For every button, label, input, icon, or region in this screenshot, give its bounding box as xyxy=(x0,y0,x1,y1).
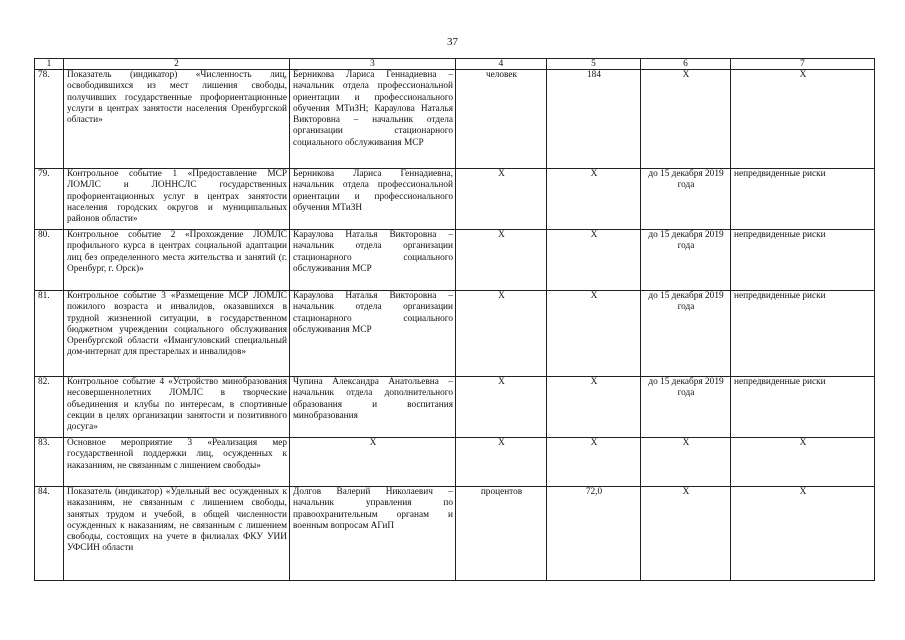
row-value: Х xyxy=(547,438,641,487)
row-responsible: Долгов Валерий Николаевич – начальник управления по правоохранительным органам и военным вопросам АГиП xyxy=(290,487,456,581)
row-deadline: до 15 декабря 2019 года xyxy=(641,230,731,291)
row-value: 184 xyxy=(547,70,641,169)
row-value: Х xyxy=(547,377,641,438)
row-deadline: до 15 декабря 2019 года xyxy=(641,377,731,438)
row-deadline: до 15 декабря 2019 года xyxy=(641,291,731,377)
table-row xyxy=(35,487,875,581)
row-deadline: Х xyxy=(641,487,731,581)
row-deadline: Х xyxy=(641,438,731,487)
row-risks: Х xyxy=(731,438,875,487)
row-description: Контрольное событие 2 «Прохождение ЛОМЛС профильного курса в центрах социальной адаптации лиц без определенного места жительства и занятий (г. Оренбург, г. Орск)» xyxy=(64,230,290,291)
row-value: Х xyxy=(547,169,641,230)
row-number: 79. xyxy=(35,169,64,230)
row-value: Х xyxy=(547,230,641,291)
column-number: 6 xyxy=(641,59,731,70)
row-unit: процентов xyxy=(456,487,547,581)
row-unit: Х xyxy=(456,438,547,487)
column-number: 1 xyxy=(35,59,64,70)
row-deadline: до 15 декабря 2019 года xyxy=(641,169,731,230)
row-risks: Х xyxy=(731,487,875,581)
column-number: 3 xyxy=(290,59,456,70)
table-row xyxy=(35,169,875,230)
row-responsible: Берникова Лариса Геннадиевна – начальник отдела профессиональной ориентации и профессионального обучения МТиЗН; Караулова Наталья Викторовна – начальник отдела организации стационарного социального обслуживания МСР xyxy=(290,70,456,169)
row-risks: непредвиденные риски xyxy=(731,291,875,377)
table-row xyxy=(35,438,875,487)
row-unit: Х xyxy=(456,169,547,230)
row-number: 81. xyxy=(35,291,64,377)
column-number: 5 xyxy=(547,59,641,70)
row-unit: человек xyxy=(456,70,547,169)
row-number: 82. xyxy=(35,377,64,438)
row-number: 84. xyxy=(35,487,64,581)
table-row xyxy=(35,70,875,169)
row-risks: непредвиденные риски xyxy=(731,377,875,438)
row-description: Контрольное событие 4 «Устройство минобразования несовершеннолетних ЛОМЛС в творческие объединения и клубы по интересам, в спортивные секции в целях организации занятости и позитивного досуга» xyxy=(64,377,290,438)
row-description: Контрольное событие 3 «Размещение МСР ЛОМЛС пожилого возраста и инвалидов, оказавшихся в трудной жизненной ситуации, в государственном бюджетном учреждении социального обслуживания Оренбургской области «Имангуловский специальный дом-интернат для престарелых и инвалидов» xyxy=(64,291,290,377)
row-deadline: Х xyxy=(641,70,731,169)
column-number: 7 xyxy=(731,59,875,70)
column-number: 2 xyxy=(64,59,290,70)
row-value: Х xyxy=(547,291,641,377)
row-unit: Х xyxy=(456,291,547,377)
row-responsible: Чупина Александра Анатольевна – начальник отдела дополнительного образования и воспитания минобразования xyxy=(290,377,456,438)
row-responsible: Караулова Наталья Викторовна – начальник отдела организации стационарного социального обслуживания МСР xyxy=(290,230,456,291)
row-unit: Х xyxy=(456,230,547,291)
row-risks: непредвиденные риски xyxy=(731,230,875,291)
row-number: 83. xyxy=(35,438,64,487)
table-row xyxy=(35,377,875,438)
column-number: 4 xyxy=(456,59,547,70)
row-risks: Х xyxy=(731,70,875,169)
page-number: 37 xyxy=(447,36,458,48)
table-row xyxy=(35,230,875,291)
row-responsible: Берникова Лариса Геннадиевна, начальник отдела профессиональной ориентации и профессионального обучения МТиЗН xyxy=(290,169,456,230)
row-description: Показатель (индикатор) «Численность лиц, освободившихся из мест лишения свободы, получивших государственные профориентационные услуги в центрах занятости населения Оренбургской области» xyxy=(64,70,290,169)
row-number: 78. xyxy=(35,70,64,169)
row-value: 72,0 xyxy=(547,487,641,581)
row-number: 80. xyxy=(35,230,64,291)
row-risks: непредвиденные риски xyxy=(731,169,875,230)
row-responsible: Х xyxy=(290,438,456,487)
row-unit: Х xyxy=(456,377,547,438)
row-description: Контрольное событие 1 «Предоставление МСР ЛОМЛС и ЛОННСЛС государственных профориентационных услуг в центрах занятости населения городских округов и муниципальных районов области» xyxy=(64,169,290,230)
column-number-row xyxy=(35,59,875,70)
measures-table xyxy=(34,58,875,581)
row-description: Показатель (индикатор) «Удельный вес осужденных к наказаниям, не связанным с лишением свободы, занятых трудом и учебой, в общей численности осужденных к наказаниям, не связанным с лишением свободы, состоящих на учете в филиалах ФКУ УИИ УФСИН области xyxy=(64,487,290,581)
row-responsible: Караулова Наталья Викторовна – начальник отдела организации стационарного социального обслуживания МСР xyxy=(290,291,456,377)
row-description: Основное мероприятие 3 «Реализация мер государственной поддержки лиц, осужденных к наказаниям, не связанным с лишением свободы» xyxy=(64,438,290,487)
table-row xyxy=(35,291,875,377)
